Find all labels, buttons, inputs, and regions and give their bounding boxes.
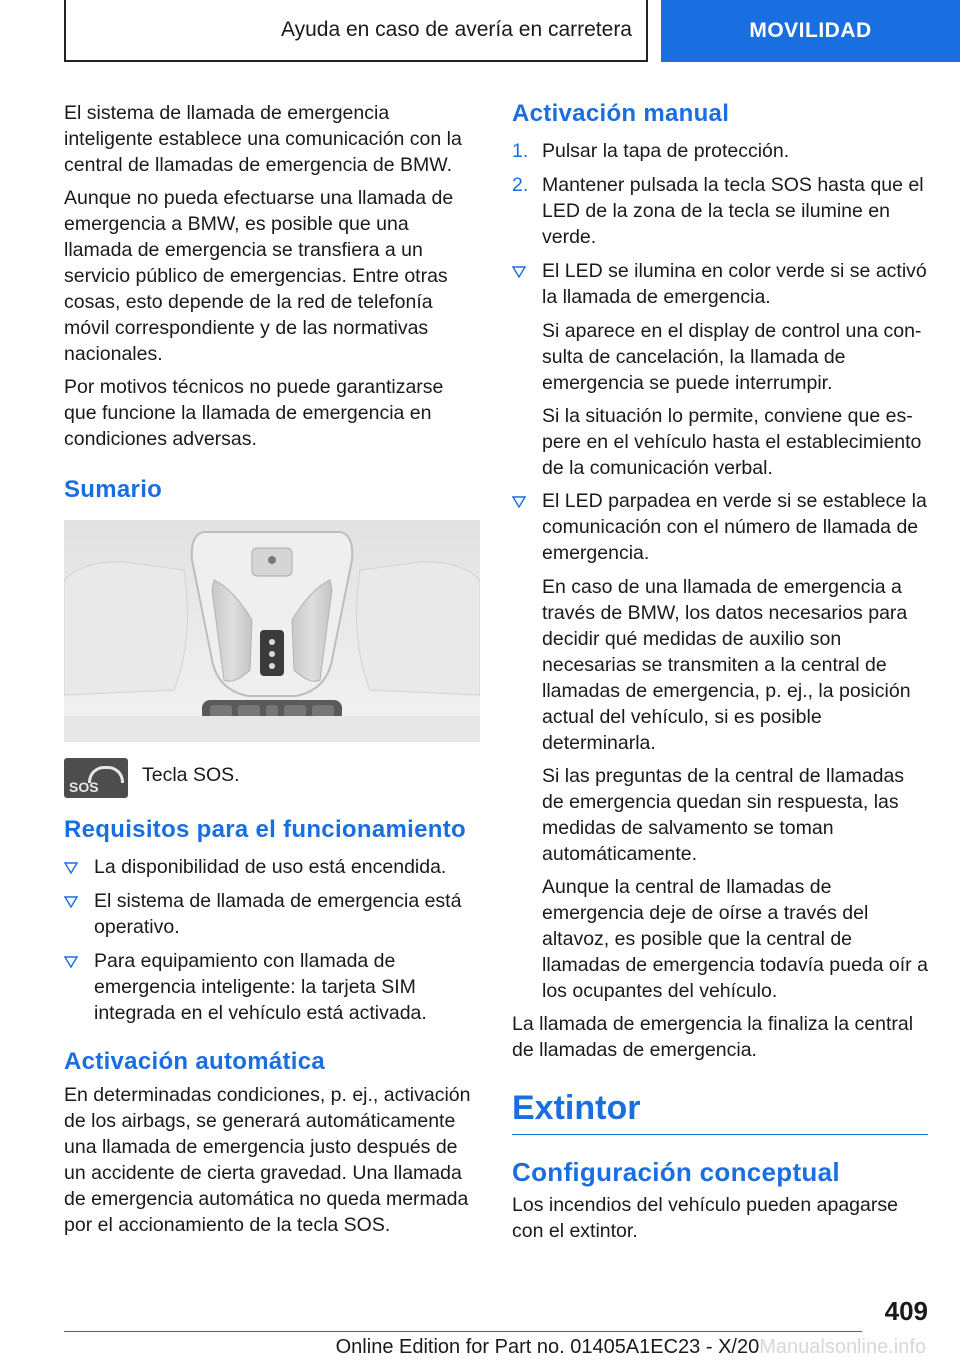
- step-number: 1.: [512, 140, 529, 162]
- triangle-bullet-icon: [64, 956, 78, 968]
- intro-paragraph-1: El sistema de llamada de emergencia inteligente establece una comunicación con la central de llamadas de emergencia de BMW.: [64, 102, 462, 176]
- activacion-automatica-text: En determinadas condiciones, p. ej., activación de los airbags, se generará automáticamente una llamada de emergencia justo después de un accidente de cierta gravedad. Una llamada de emergencia automática no queda mermada por el accionamiento de la tecla SOS.: [64, 1084, 471, 1236]
- footer-divider: [64, 1331, 862, 1332]
- triangle-bullet-icon: [512, 266, 526, 278]
- step-text: Pulsar la tapa de protección.: [542, 140, 790, 162]
- list-item: [512, 258, 928, 310]
- right-column: [512, 100, 928, 1251]
- triangle-bullet-icon: [512, 496, 526, 508]
- configuracion-text: Los incendios del vehículo pueden apagarse con el extintor.: [512, 1194, 898, 1242]
- activacion-automatica-heading: Activación automática: [64, 1048, 326, 1075]
- led-sub-paragraph: Si las preguntas de la central de llamadas de emergencia quedan sin respuesta, las medidas de salvamento se toman automáticamente.: [542, 765, 905, 865]
- list-item: [64, 854, 480, 880]
- requisito-text: El sistema de llamada de emergencia está operativo.: [94, 890, 462, 938]
- activacion-manual-heading: Activación manual: [512, 100, 730, 127]
- led-status-list-2: [512, 488, 928, 566]
- extintor-heading: Extintor: [512, 1089, 928, 1135]
- led-sub-paragraph: En caso de una llamada de emergencia a través de BMW, los datos necesarios para decidir qué medidas de auxilio son necesarias se transmiten a la central de llamadas de emergencia, p. ej., la posición actual del vehículo, si es posible determinarla.: [542, 576, 911, 754]
- step-item: [512, 138, 928, 164]
- requisito-text: La disponibilidad de uso está encendida.: [94, 856, 447, 878]
- requisitos-list: [64, 854, 480, 1026]
- triangle-bullet-icon: [64, 862, 78, 874]
- led-sub-paragraph: Aunque la central de llamadas de emergencia deje de oírse a través del altavoz, es posible que la central de llamadas de emergencia todavía pueda oír a los ocupantes del vehículo.: [542, 876, 928, 1002]
- sos-caption: Tecla SOS.: [142, 764, 240, 786]
- led-status-list: [512, 258, 928, 310]
- sos-key-icon: [64, 758, 128, 798]
- overhead-console-image: [64, 520, 480, 742]
- step-text: Mantener pulsada la tecla SOS hasta que el LED de la zona de la tecla se ilumine en verde.: [542, 174, 924, 248]
- step-number: 2.: [512, 174, 529, 196]
- page-number: 409: [884, 1296, 928, 1326]
- triangle-bullet-icon: [64, 896, 78, 908]
- chapter-tab-label: MOVILIDAD: [749, 19, 872, 42]
- list-item: [512, 488, 928, 566]
- configuracion-heading: Configuración conceptual: [512, 1157, 840, 1187]
- section-title: Ayuda en caso de avería en carretera: [280, 18, 632, 41]
- requisitos-heading: Requisitos para el funcionamiento: [64, 816, 466, 843]
- led-sub-paragraph: Si la situación lo permite, conviene que espere en el vehículo hasta el establecimiento de la comunicación verbal.: [542, 405, 922, 479]
- led-sub-paragraph: Si aparece en el display de control una consulta de cancelación, la llamada de emergencia se puede interrumpir.: [542, 320, 922, 394]
- led-status-text: El LED se ilumina en color verde si se activó la llamada de emergencia.: [542, 260, 927, 308]
- intro-paragraph-3: Por motivos técnicos no puede garantizarse que funcione la llamada de emergencia en condiciones adversas.: [64, 376, 444, 450]
- sos-key-label: SOS: [69, 779, 99, 795]
- list-item: [64, 888, 480, 940]
- overhead-console-illustration: [64, 520, 480, 742]
- closing-paragraph: La llamada de emergencia la finaliza la central de llamadas de emergencia.: [512, 1013, 914, 1061]
- edition-text: Online Edition for Part no. 01405A1EC23 - X/20: [335, 1336, 760, 1358]
- sumario-heading: Sumario: [64, 476, 163, 503]
- footer-edition: [336, 1336, 926, 1359]
- list-item: [64, 948, 480, 1026]
- watermark-text: Manualsonline.info: [759, 1336, 926, 1358]
- intro-paragraph-2: Aunque no pueda efectuarse una llamada de emergencia a BMW, es posible que una llamada de emergencia se transfiera a un servicio público de emergencias. Entre otras cosas, esto depende de la red de telefonía móvil correspondiente y de las normativas nacionales.: [64, 187, 454, 365]
- requisito-text: Para equipamiento con llamada de emergencia inteligente: la tarjeta SIM integrada en el vehículo está activada.: [94, 950, 427, 1024]
- led-status-text: El LED parpadea en verde si se establece la comunicación con el número de llamada de emergencia.: [542, 490, 927, 564]
- running-header: [64, 0, 648, 62]
- left-column: [64, 100, 480, 1245]
- sos-key-legend: [64, 758, 480, 798]
- chapter-tab[interactable]: [661, 0, 960, 62]
- manual-steps: [512, 138, 928, 250]
- step-item: [512, 172, 928, 250]
